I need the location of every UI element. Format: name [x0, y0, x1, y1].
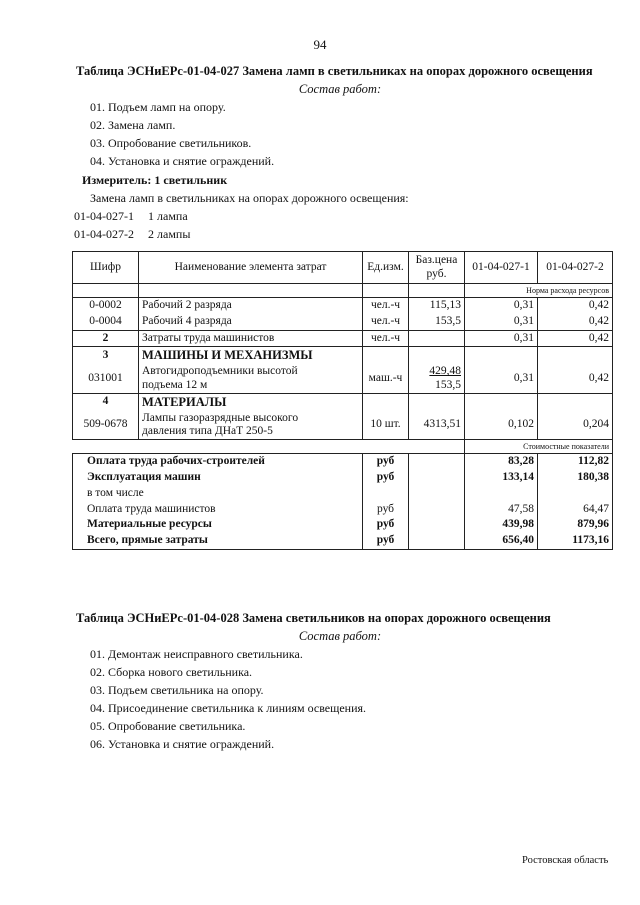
cost-value-2: 112,82: [538, 454, 613, 470]
cell-code: 2: [73, 330, 139, 347]
section-title: МАТЕРИАЛЫ: [139, 393, 363, 411]
table-row: [73, 364, 613, 393]
cell-price: 4313,51: [409, 411, 465, 440]
header-code: Шифр: [73, 252, 139, 284]
cell-value-2: 0,204: [538, 411, 613, 440]
band-norm-label: Норма расхода ресурсов: [465, 284, 613, 298]
cell-name-line: Автогидроподъемники высотой: [142, 365, 298, 378]
section-number: 3: [73, 347, 139, 365]
page-number: 94: [313, 37, 327, 52]
section-row: [73, 347, 613, 365]
work-step: 06. Установка и снятие ограждений.: [90, 737, 275, 751]
cell-name: Рабочий 2 разряда: [139, 298, 363, 314]
cell-code: 0-0004: [73, 314, 139, 330]
band-cost-row: [73, 440, 613, 454]
header-variant-1: 01-04-027-1: [465, 252, 538, 284]
cost-value-1: 83,28: [465, 454, 538, 470]
cost-value-2: 1173,16: [538, 533, 613, 549]
work-step: 01. Демонтаж неисправного светильника.: [90, 647, 303, 661]
cell-value-1: 0,31: [465, 330, 538, 347]
cost-name: Оплата труда рабочих-строителей: [73, 454, 363, 470]
cell-name: [139, 411, 363, 440]
composition-title: Состав работ:: [298, 629, 382, 643]
work-step: 02. Замена ламп.: [90, 118, 176, 132]
work-step: 04. Присоединение светильника к линиям освещения.: [90, 701, 367, 715]
cell-name-line: давления типа ДНаТ 250-5: [142, 425, 273, 438]
variant-code: 01-04-027-1: [74, 209, 134, 223]
cost-row: [73, 533, 613, 549]
cell-name: Затраты труда машинистов: [139, 330, 363, 347]
cell-name-line: Лампы газоразрядные высокого: [142, 411, 299, 424]
table-row: [73, 411, 613, 440]
cost-value-1: 133,14: [465, 470, 538, 486]
cost-row: [73, 486, 613, 502]
cost-unit: руб: [363, 533, 409, 549]
cost-value-2: 64,47: [538, 502, 613, 518]
work-description: Замена ламп в светильниках на опорах дорожного освещения:: [90, 191, 409, 205]
cost-unit: руб: [363, 470, 409, 486]
section-title: МАШИНЫ И МЕХАНИЗМЫ: [139, 347, 363, 365]
work-step: 01. Подъем ламп на опору.: [90, 100, 226, 114]
section-number: 4: [73, 393, 139, 411]
cell-price-line: 429,48: [429, 365, 461, 378]
work-step: 03. Опробование светильников.: [90, 136, 252, 150]
cell-value-2: 0,42: [538, 314, 613, 330]
table-row: [73, 330, 613, 347]
resource-table: [72, 251, 613, 550]
cell-unit: маш.-ч: [363, 364, 409, 393]
cell-unit: чел.-ч: [363, 298, 409, 314]
cell-code: 031001: [73, 364, 139, 393]
cell-value-1: 0,31: [465, 314, 538, 330]
cell-price: [409, 364, 465, 393]
cost-name: Оплата труда машинистов: [73, 502, 363, 518]
cost-unit: руб: [363, 454, 409, 470]
cost-row: [73, 502, 613, 518]
cost-value-2: 879,96: [538, 517, 613, 533]
table-header-row: [73, 252, 613, 284]
cost-value-1: 47,58: [465, 502, 538, 518]
cost-name: в том числе: [73, 486, 363, 502]
region-footer: Ростовская область: [522, 855, 609, 866]
cell-unit: чел.-ч: [363, 314, 409, 330]
cell-name: [139, 364, 363, 393]
table-title: Таблица ЭСНиЕРс-01-04-028 Замена светильников на опорах дорожного освещения: [76, 611, 551, 625]
table-row: [73, 298, 613, 314]
cost-value-1: 439,98: [465, 517, 538, 533]
work-step: 05. Опробование светильника.: [90, 719, 246, 733]
cost-name: Материальные ресурсы: [73, 517, 363, 533]
cell-price-line: 153,5: [435, 378, 461, 391]
variant-label: 2 лампы: [148, 227, 191, 241]
cell-value-1: 0,31: [465, 298, 538, 314]
cell-value-2: 0,42: [538, 298, 613, 314]
table-row: [73, 314, 613, 330]
variant-code: 01-04-027-2: [74, 227, 134, 241]
header-name: Наименование элемента затрат: [139, 252, 363, 284]
cell-price: 153,5: [409, 314, 465, 330]
cell-value-1: 0,31: [465, 364, 538, 393]
work-step: 03. Подъем светильника на опору.: [90, 683, 264, 697]
cell-price: 115,13: [409, 298, 465, 314]
work-step: 02. Сборка нового светильника.: [90, 665, 253, 679]
composition-title: Состав работ:: [298, 82, 382, 96]
section-row: [73, 393, 613, 411]
cost-value-1: 656,40: [465, 533, 538, 549]
cell-value-2: 0,42: [538, 330, 613, 347]
cost-unit: руб: [363, 517, 409, 533]
cell-code: 509-0678: [73, 411, 139, 440]
cost-name: Эксплуатация машин: [73, 470, 363, 486]
meter-label: Измеритель: 1 светильник: [82, 173, 228, 187]
band-cost-label: Стоимостные показатели: [465, 440, 613, 454]
work-step: 04. Установка и снятие ограждений.: [90, 154, 275, 168]
cost-row: [73, 517, 613, 533]
header-unit: Ед.изм.: [363, 252, 409, 284]
cell-name: Рабочий 4 разряда: [139, 314, 363, 330]
cell-value-2: 0,42: [538, 364, 613, 393]
header-variant-2: 01-04-027-2: [538, 252, 613, 284]
cell-value-1: 0,102: [465, 411, 538, 440]
cell-unit: 10 шт.: [363, 411, 409, 440]
cost-unit: руб: [363, 502, 409, 518]
band-norm-row: [73, 284, 613, 298]
cell-code: 0-0002: [73, 298, 139, 314]
cost-value-2: 180,38: [538, 470, 613, 486]
header-price: Баз.цена руб.: [409, 252, 465, 284]
cell-name-line: подъема 12 м: [142, 378, 208, 391]
table-title: Таблица ЭСНиЕРс-01-04-027 Замена ламп в светильниках на опорах дорожного освещения: [76, 64, 593, 78]
variant-label: 1 лампа: [148, 209, 188, 223]
cost-row: [73, 454, 613, 470]
cost-name: Всего, прямые затраты: [73, 533, 363, 549]
cell-unit: чел.-ч: [363, 330, 409, 347]
cost-row: [73, 470, 613, 486]
